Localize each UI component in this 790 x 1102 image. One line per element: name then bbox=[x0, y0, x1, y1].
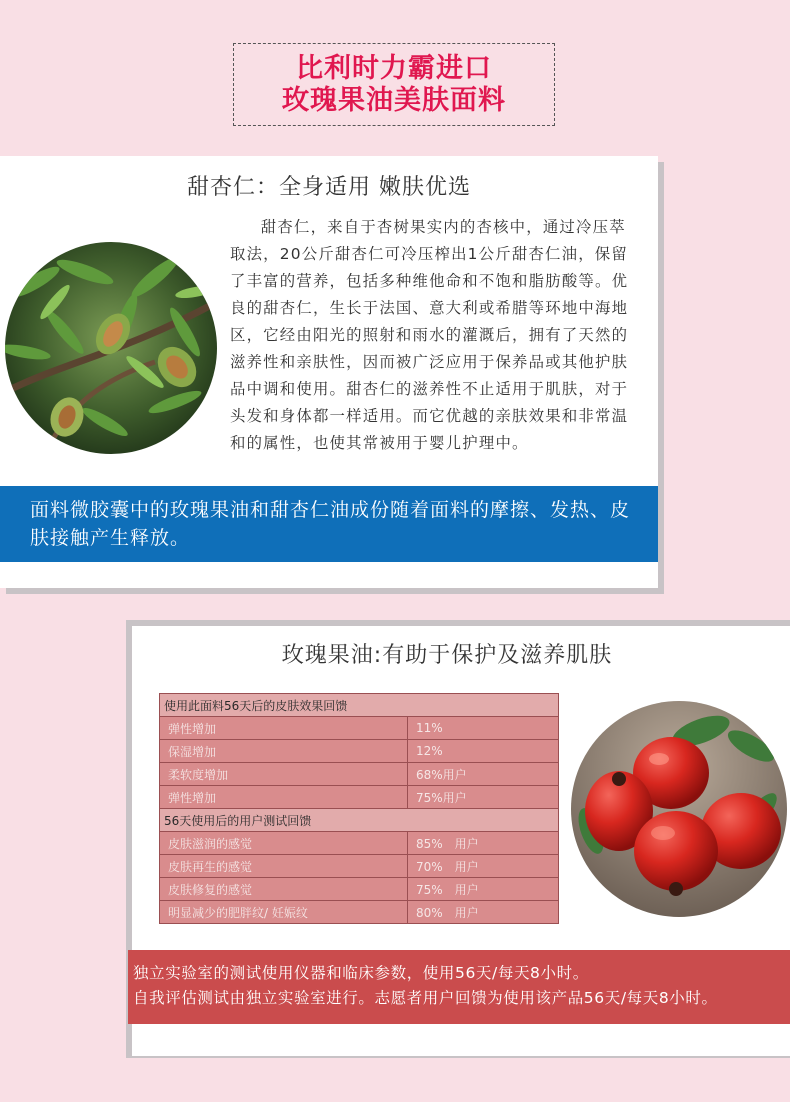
table-row: 柔软度增加 68%用户 bbox=[160, 763, 559, 786]
almond-heading: 甜杏仁：全身适用 嫩肤优选 bbox=[187, 175, 471, 200]
lab-test-line-1: 独立实验室的测试使用仪器和临床参数，使用56天/每天8小时。 bbox=[133, 964, 589, 982]
table-group-header: 56天使用后的用户测试回馈 bbox=[160, 809, 559, 832]
table-row: 保湿增加 12% bbox=[160, 740, 559, 763]
lab-test-band bbox=[128, 950, 790, 1024]
table-row: 皮肤滋润的感觉 85% 用户 bbox=[160, 832, 559, 855]
title-box bbox=[233, 43, 555, 126]
table-row: 弹性增加 75%用户 bbox=[160, 786, 559, 809]
results-table bbox=[159, 693, 559, 924]
title-line-1: 比利时力霸进口 bbox=[296, 53, 492, 84]
rose-card bbox=[132, 626, 790, 1056]
table-row: 皮肤修复的感觉 75% 用户 bbox=[160, 878, 559, 901]
table-row: 皮肤再生的感觉 70% 用户 bbox=[160, 855, 559, 878]
almond-card bbox=[0, 156, 658, 588]
microcapsule-band: 面料微胶囊中的玫瑰果油和甜杏仁油成份随着面料的摩擦、发热、皮肤接触产生释放。 bbox=[0, 486, 658, 562]
almond-image bbox=[5, 242, 217, 454]
lab-test-line-2: 自我评估测试由独立实验室进行。志愿者用户回馈为使用该产品56天/每天8小时。 bbox=[133, 989, 718, 1007]
rose-heading: 玫瑰果油:有助于保护及滋养肌肤 bbox=[281, 643, 613, 668]
table-row: 弹性增加 11% bbox=[160, 717, 559, 740]
table-group-header: 使用此面料56天后的皮肤效果回馈 bbox=[160, 694, 559, 717]
table-row: 明显减少的肥胖纹/ 妊娠纹 80% 用户 bbox=[160, 901, 559, 924]
almond-paragraph: 甜杏仁，来自于杏树果实内的杏核中，通过冷压萃取法，20公斤甜杏仁可冷压榨出1公斤甜杏仁油，保留了丰富的营养，包括多种维他命和不饱和脂肪酸等。优良的甜杏仁，生长于法国、意大利或希腊等环地中海地区，它经由阳光的照射和雨水的灌溉后，拥有了天然的滋养性和亲肤性，因而被广泛应用于保养品或其他护肤品中调和使用。甜杏仁的滋养性不止适用于肌肤，对于头发和身体都一样适用。而它优越的亲肤效果和非常温和的属性，也使其常被用于婴儿护理中。 bbox=[230, 218, 629, 452]
title-line-2: 玫瑰果油美肤面料 bbox=[282, 85, 506, 116]
rosehip-image bbox=[571, 701, 787, 917]
